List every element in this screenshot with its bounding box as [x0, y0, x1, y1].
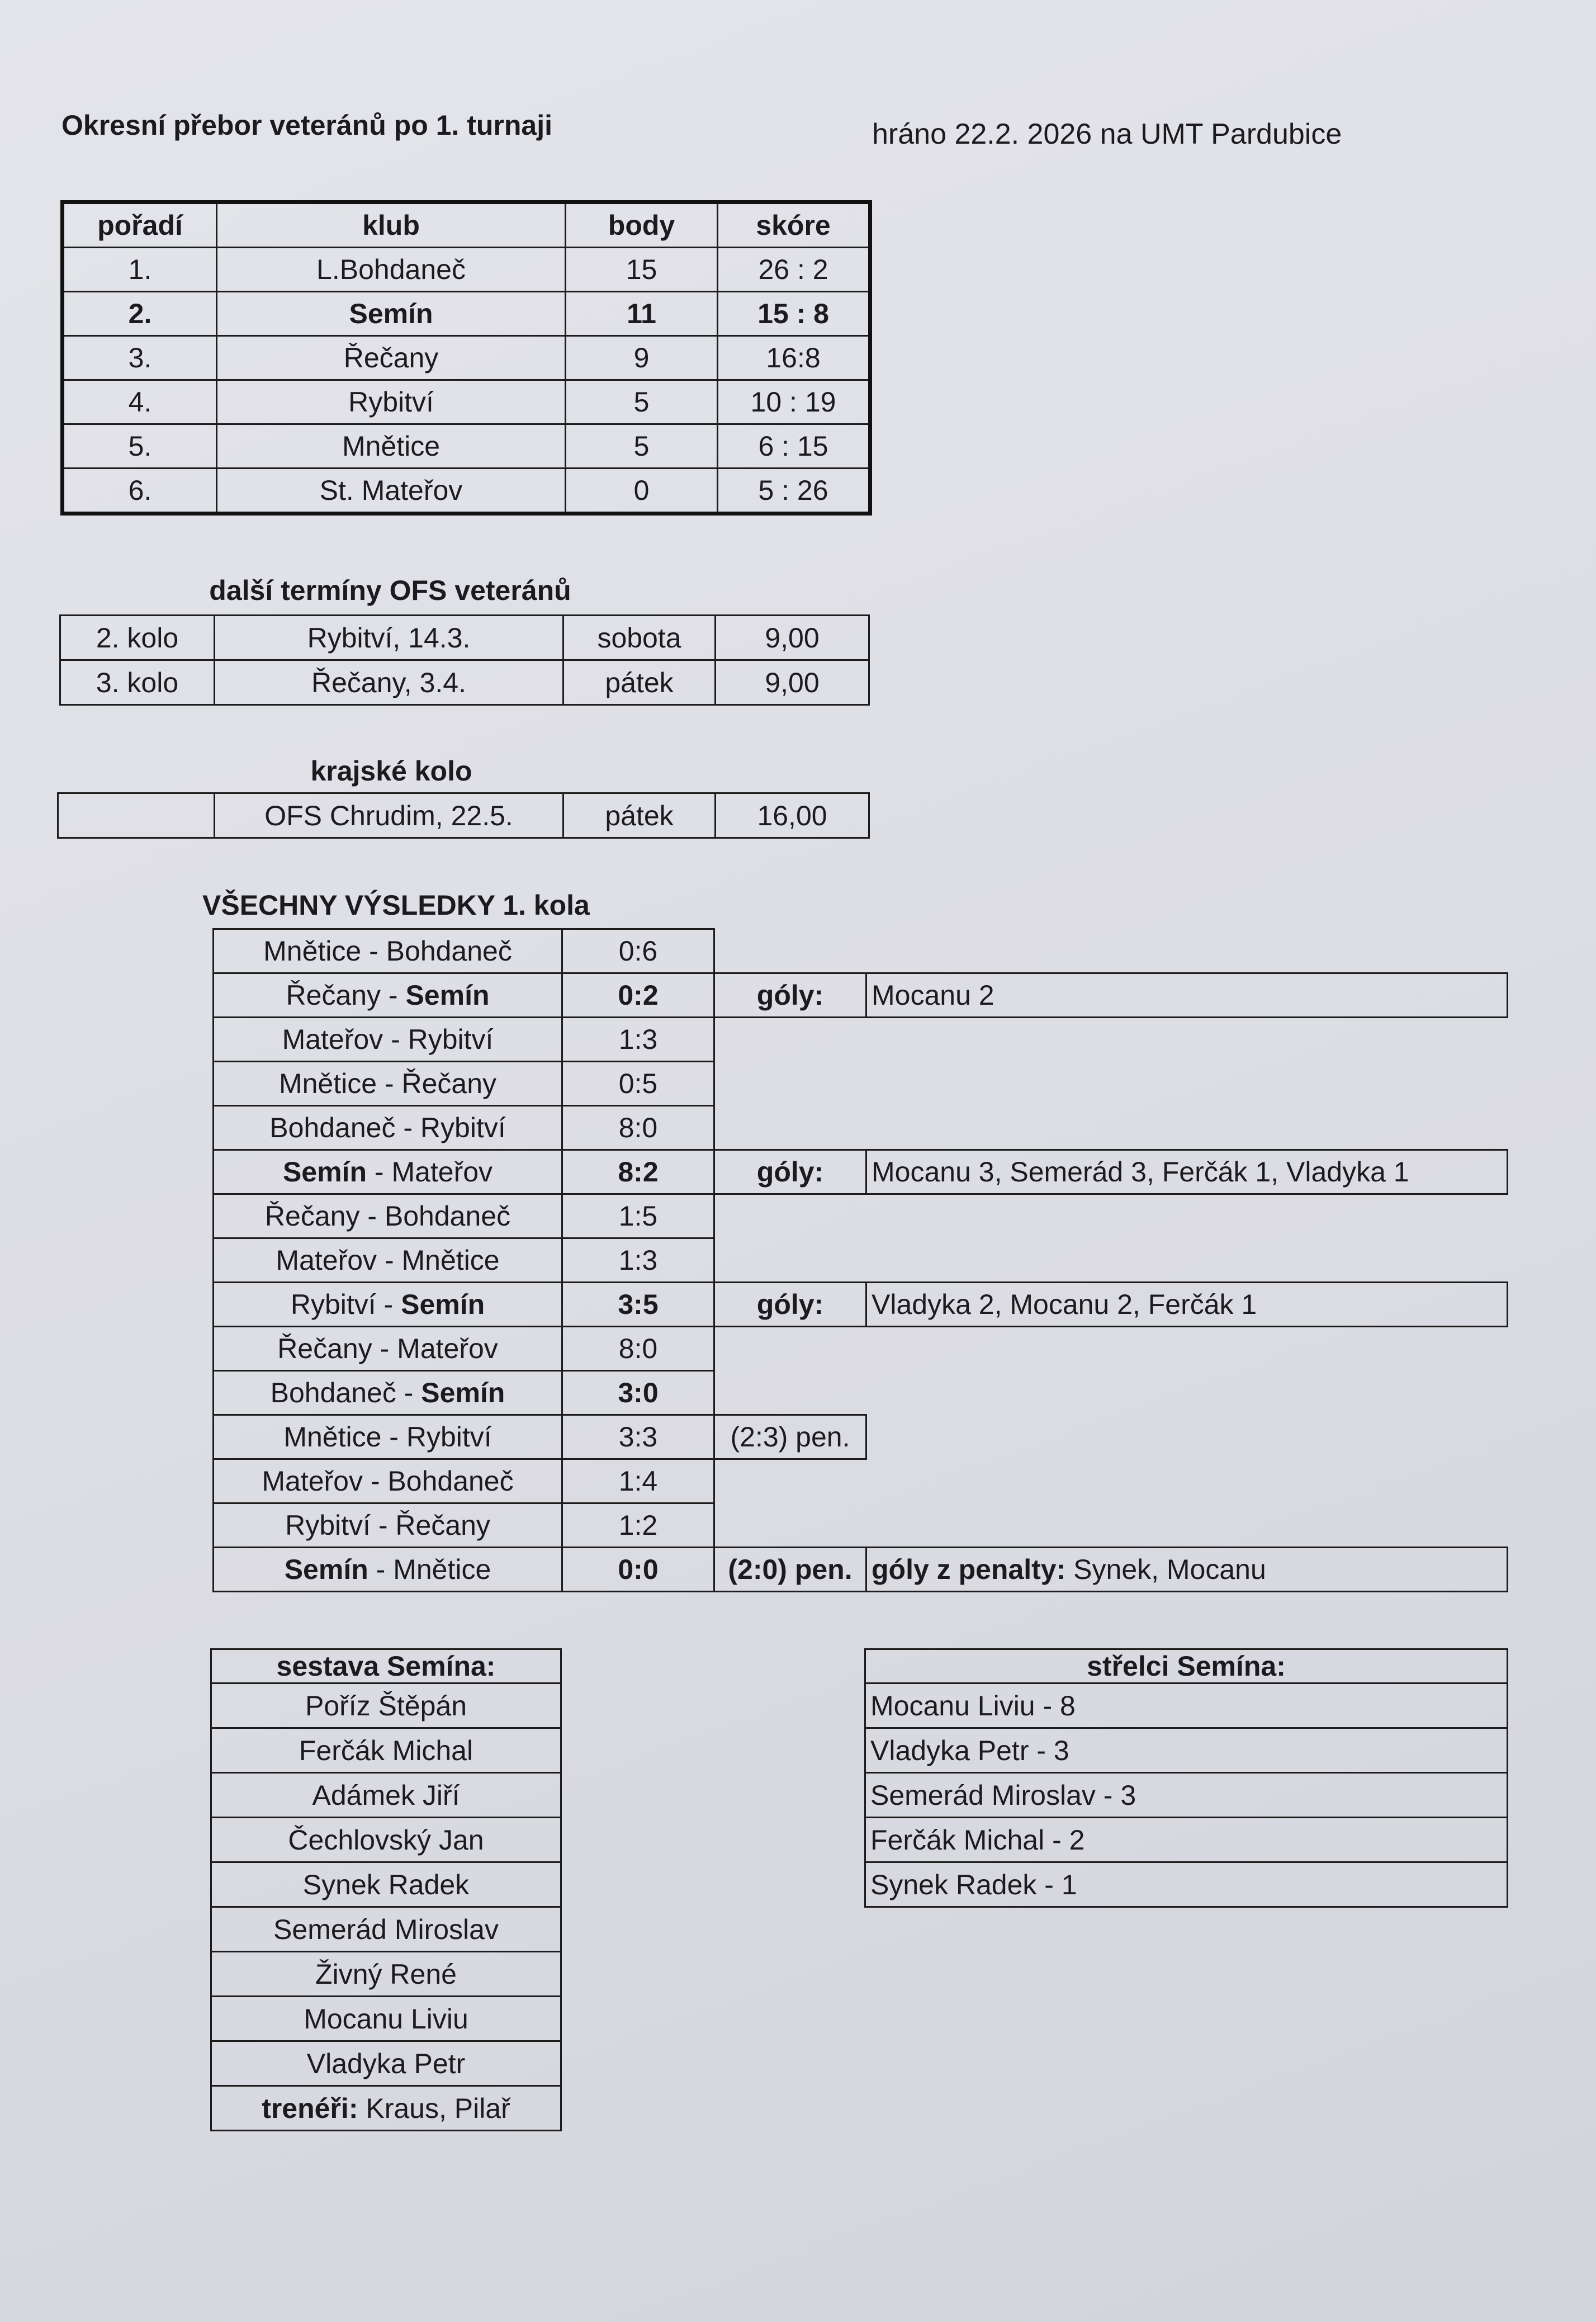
score-cell: 8:2: [562, 1150, 714, 1194]
home-team: Semín: [282, 1156, 367, 1188]
scorers-table: [864, 1648, 1508, 1908]
lineup-table: [210, 1648, 562, 2131]
home-team: Rybitví: [285, 1510, 371, 1541]
round-cell: 2. kolo: [60, 616, 215, 660]
table-row: [211, 1683, 561, 1728]
away-team: Bohdaneč: [384, 1200, 511, 1232]
home-team: Řečany: [277, 1333, 372, 1364]
table-row: [214, 1415, 1508, 1459]
results-heading: VŠECHNY VÝSLEDKY 1. kola: [202, 890, 590, 921]
player-cell: Poříz Štěpán: [211, 1683, 561, 1728]
match-cell: [214, 1018, 562, 1062]
note-cell: góly:: [714, 973, 866, 1018]
home-team: Rybitví: [290, 1289, 376, 1320]
away-team: Bohdaneč: [387, 1465, 514, 1497]
table-row: [60, 660, 869, 705]
results-table: [212, 928, 1508, 1592]
score-cell: 10 : 19: [718, 380, 870, 424]
scorer-cell: Semerád Miroslav - 3: [865, 1773, 1508, 1818]
note-cell: [714, 1106, 866, 1150]
separator: -: [395, 1112, 420, 1143]
detail-cell: Mocanu 2: [866, 973, 1508, 1018]
rank-cell: 5.: [63, 424, 217, 469]
score-cell: 5 : 26: [718, 469, 870, 514]
away-team: Mateřov: [397, 1333, 498, 1364]
scorer-cell: Ferčák Michal - 2: [865, 1818, 1508, 1862]
score-cell: 0:2: [562, 973, 714, 1018]
round-cell: [58, 793, 215, 838]
table-row: [214, 1238, 1508, 1283]
score-cell: 0:6: [562, 929, 714, 973]
standings-header-row: [63, 202, 870, 248]
place-cell: Rybitví, 14.3.: [215, 616, 563, 660]
rank-cell: 3.: [63, 336, 217, 380]
detail-cell: [866, 1415, 1508, 1459]
club-cell: Rybitví: [217, 380, 566, 424]
detail-cell: Mocanu 3, Semerád 3, Ferčák 1, Vladyka 1: [866, 1150, 1508, 1194]
points-cell: 5: [566, 424, 718, 469]
detail-cell: [866, 1459, 1508, 1503]
scorer-cell: Vladyka Petr - 3: [865, 1728, 1508, 1773]
table-row: [214, 973, 1508, 1018]
note-cell: [714, 1238, 866, 1283]
next-dates-table: [59, 614, 870, 706]
score-cell: 3:3: [562, 1415, 714, 1459]
table-row: [214, 1283, 1508, 1327]
table-row: [214, 1106, 1508, 1150]
separator: -: [367, 1156, 392, 1188]
table-row: [211, 1952, 561, 1997]
match-cell: [214, 1106, 562, 1150]
player-cell: Synek Radek: [211, 1862, 561, 1907]
match-cell: [214, 1194, 562, 1238]
points-cell: 9: [566, 336, 718, 380]
match-cell: [214, 1459, 562, 1503]
score-cell: 8:0: [562, 1327, 714, 1371]
score-cell: 1:3: [562, 1018, 714, 1062]
table-row: [63, 424, 870, 469]
separator: -: [381, 1421, 406, 1453]
table-row: [211, 1997, 561, 2041]
table-row: [63, 336, 870, 380]
rank-cell: 4.: [63, 380, 217, 424]
column-header: klub: [217, 202, 566, 248]
away-team: Semín: [405, 980, 490, 1011]
standings-table: [60, 200, 872, 516]
match-cell: [214, 1415, 562, 1459]
table-row: [865, 1818, 1508, 1862]
rank-cell: 1.: [63, 248, 217, 292]
match-cell: [214, 973, 562, 1018]
match-cell: [214, 1371, 562, 1415]
note-cell: [714, 1371, 866, 1415]
page-title: Okresní přebor veteránů po 1. turnaji: [61, 110, 553, 141]
coaches-cell: [211, 2086, 561, 2131]
table-row: [214, 1327, 1508, 1371]
score-cell: 8:0: [562, 1106, 714, 1150]
detail-cell: [866, 1018, 1508, 1062]
home-team: Mateřov: [276, 1245, 377, 1276]
day-cell: pátek: [563, 793, 716, 838]
table-row: [211, 1818, 561, 1862]
detail-label: góly z penalty:: [872, 1554, 1066, 1585]
scorer-cell: Mocanu Liviu - 8: [865, 1683, 1508, 1728]
player-cell: Ferčák Michal: [211, 1728, 561, 1773]
detail-cell: Vladyka 2, Mocanu 2, Ferčák 1: [866, 1283, 1508, 1327]
place-cell: OFS Chrudim, 22.5.: [215, 793, 563, 838]
separator: -: [368, 1554, 394, 1585]
player-cell: Adámek Jiří: [211, 1773, 561, 1818]
player-cell: Čechlovský Jan: [211, 1818, 561, 1862]
time-cell: 16,00: [716, 793, 869, 838]
score-cell: 3:5: [562, 1283, 714, 1327]
separator: -: [361, 935, 386, 967]
match-cell: [214, 1283, 562, 1327]
table-row: [211, 2086, 561, 2131]
club-cell: Semín: [217, 292, 566, 336]
home-team: Mateřov: [282, 1024, 383, 1055]
match-cell: [214, 1503, 562, 1548]
detail-cell: [866, 1548, 1508, 1592]
club-cell: Mnětice: [217, 424, 566, 469]
score-cell: 3:0: [562, 1371, 714, 1415]
rank-cell: 6.: [63, 469, 217, 514]
table-row: [211, 1649, 561, 1683]
home-team: Bohdaneč: [270, 1377, 396, 1408]
separator: -: [377, 1245, 402, 1276]
table-row: [214, 1194, 1508, 1238]
column-header: skóre: [718, 202, 870, 248]
detail-text: Synek, Mocanu: [1065, 1554, 1266, 1585]
table-row: [63, 292, 870, 336]
away-team: Řečany: [401, 1068, 497, 1099]
scorers-heading: střelci Semína:: [865, 1649, 1508, 1683]
away-team: Mnětice: [401, 1245, 500, 1276]
table-row: [865, 1862, 1508, 1907]
club-cell: St. Mateřov: [217, 469, 566, 514]
away-team: Řečany: [395, 1510, 490, 1541]
player-cell: Živný René: [211, 1952, 561, 1997]
match-cell: [214, 1327, 562, 1371]
table-row: [211, 1907, 561, 1952]
detail-cell: [866, 1371, 1508, 1415]
club-cell: Řečany: [217, 336, 566, 380]
score-cell: 16:8: [718, 336, 870, 380]
score-cell: 15 : 8: [718, 292, 870, 336]
points-cell: 5: [566, 380, 718, 424]
home-team: Semín: [284, 1554, 368, 1585]
separator: -: [383, 1024, 408, 1055]
player-cell: Semerád Miroslav: [211, 1907, 561, 1952]
table-row: [865, 1683, 1508, 1728]
player-cell: Mocanu Liviu: [211, 1997, 561, 2041]
played-info: hráno 22.2. 2026 na UMT Pardubice: [872, 118, 1342, 150]
separator: -: [377, 1068, 402, 1099]
home-team: Bohdaneč: [269, 1112, 396, 1143]
detail-cell: [866, 1327, 1508, 1371]
note-cell: [714, 1194, 866, 1238]
detail-cell: [866, 1194, 1508, 1238]
table-row: [214, 1062, 1508, 1106]
table-row: [63, 469, 870, 514]
away-team: Semín: [401, 1289, 485, 1320]
score-cell: 0:0: [562, 1548, 714, 1592]
table-row: [63, 380, 870, 424]
home-team: Mnětice: [283, 1421, 382, 1453]
day-cell: sobota: [563, 616, 716, 660]
table-row: [214, 1371, 1508, 1415]
table-row: [211, 1728, 561, 1773]
column-header: body: [566, 202, 718, 248]
separator: -: [372, 1333, 397, 1364]
points-cell: 15: [566, 248, 718, 292]
separator: -: [381, 980, 406, 1011]
rank-cell: 2.: [63, 292, 217, 336]
away-team: Mnětice: [393, 1554, 491, 1585]
detail-cell: [866, 1106, 1508, 1150]
match-cell: [214, 1062, 562, 1106]
detail-cell: [866, 1062, 1508, 1106]
separator: -: [362, 1465, 388, 1497]
table-row: [214, 929, 1508, 973]
table-row: [211, 2041, 561, 2086]
day-cell: pátek: [563, 660, 716, 705]
points-cell: 0: [566, 469, 718, 514]
next-dates-heading: další termíny OFS veteránů: [209, 575, 571, 606]
away-team: Bohdaneč: [386, 935, 512, 967]
regional-heading: krajské kolo: [310, 755, 472, 787]
table-row: [60, 616, 869, 660]
place-cell: Řečany, 3.4.: [215, 660, 563, 705]
away-team: Rybitví: [406, 1421, 492, 1453]
table-row: [214, 1018, 1508, 1062]
score-cell: 1:3: [562, 1238, 714, 1283]
home-team: Mnětice: [278, 1068, 377, 1099]
note-cell: (2:3) pen.: [714, 1415, 866, 1459]
note-cell: [714, 1503, 866, 1548]
note-cell: [714, 1327, 866, 1371]
regional-table: [57, 792, 870, 839]
home-team: Mnětice: [263, 935, 362, 967]
time-cell: 9,00: [716, 616, 869, 660]
match-cell: [214, 1548, 562, 1592]
points-cell: 11: [566, 292, 718, 336]
away-team: Rybitví: [408, 1024, 494, 1055]
lineup-heading: sestava Semína:: [211, 1649, 561, 1683]
separator: -: [370, 1510, 396, 1541]
column-header: pořadí: [63, 202, 217, 248]
table-row: [58, 793, 869, 838]
table-row: [214, 1503, 1508, 1548]
table-row: [211, 1773, 561, 1818]
table-row: [63, 248, 870, 292]
detail-cell: [866, 1238, 1508, 1283]
match-cell: [214, 1150, 562, 1194]
score-cell: 26 : 2: [718, 248, 870, 292]
match-cell: [214, 929, 562, 973]
home-team: Řečany: [264, 1200, 360, 1232]
away-team: Rybitví: [420, 1112, 506, 1143]
score-cell: 1:4: [562, 1459, 714, 1503]
detail-cell: [866, 1503, 1508, 1548]
score-cell: 0:5: [562, 1062, 714, 1106]
score-cell: 1:5: [562, 1194, 714, 1238]
club-cell: L.Bohdaneč: [217, 248, 566, 292]
home-team: Řečany: [286, 980, 381, 1011]
score-cell: 1:2: [562, 1503, 714, 1548]
note-cell: [714, 1018, 866, 1062]
detail-cell: [866, 929, 1508, 973]
note-cell: [714, 1062, 866, 1106]
home-team: Mateřov: [262, 1465, 363, 1497]
away-team: Mateřov: [391, 1156, 493, 1188]
table-row: [214, 1150, 1508, 1194]
separator: -: [396, 1377, 422, 1408]
note-cell: [714, 929, 866, 973]
coaches-names: Kraus, Pilař: [358, 2092, 510, 2124]
separator: -: [376, 1289, 401, 1320]
table-row: [865, 1773, 1508, 1818]
table-row: [865, 1728, 1508, 1773]
table-row: [214, 1548, 1508, 1592]
note-cell: góly:: [714, 1283, 866, 1327]
round-cell: 3. kolo: [60, 660, 215, 705]
player-cell: Vladyka Petr: [211, 2041, 561, 2086]
time-cell: 9,00: [716, 660, 869, 705]
away-team: Semín: [421, 1377, 505, 1408]
table-row: [211, 1862, 561, 1907]
separator: -: [359, 1200, 385, 1232]
score-cell: 6 : 15: [718, 424, 870, 469]
scorer-cell: Synek Radek - 1: [865, 1862, 1508, 1907]
coaches-label: trenéři:: [262, 2092, 358, 2124]
table-row: [214, 1459, 1508, 1503]
table-row: [865, 1649, 1508, 1683]
note-cell: (2:0) pen.: [714, 1548, 866, 1592]
note-cell: [714, 1459, 866, 1503]
match-cell: [214, 1238, 562, 1283]
note-cell: góly:: [714, 1150, 866, 1194]
